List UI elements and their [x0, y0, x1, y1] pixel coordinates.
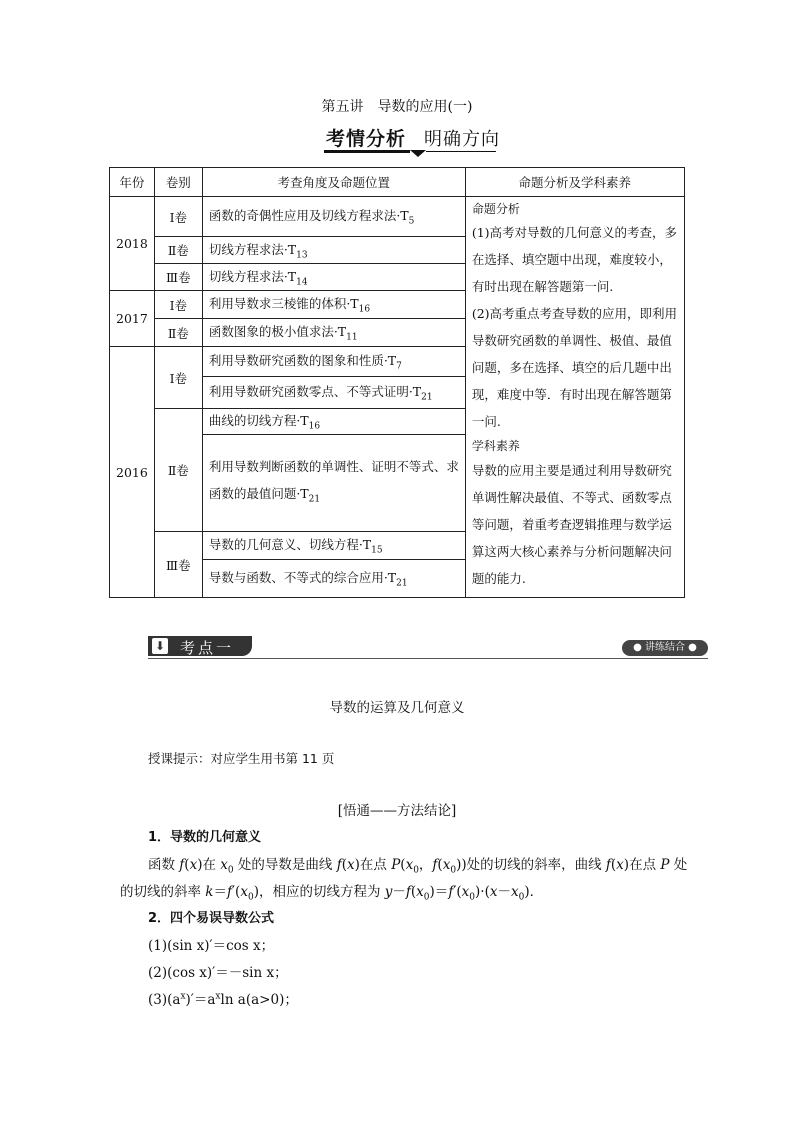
download-arrow-icon: ⬇	[152, 638, 168, 654]
banner-right: 明确方向	[424, 129, 500, 150]
banner-pointer-icon	[410, 150, 426, 157]
paper-cell: Ⅰ卷	[154, 347, 202, 409]
paper-cell: Ⅱ卷	[154, 237, 202, 264]
kaodian-header	[148, 636, 708, 660]
analysis-paragraph: 导数的应用主要是通过利用导数研究单调性解决最值、不等式、函数零点等问题，着重考查逻辑推理与数学运算这两大核心素养与分析问题解决问题的能力.	[471, 463, 672, 586]
formula-1: (1)(sin x)′＝cos x；	[148, 938, 275, 954]
topic-title: 导数的运算及几何意义	[329, 700, 465, 716]
content-cell: 利用导数研究函数零点、不等式证明$\cdot T_{21}$	[202, 377, 465, 409]
paper-cell: Ⅰ卷	[154, 197, 202, 237]
year-cell: 2017	[110, 291, 155, 347]
item-heading: 2．四个易误导数公式	[148, 911, 275, 926]
item-heading: 1．导数的几何意义	[148, 830, 262, 845]
paper-cell: Ⅱ卷	[154, 409, 202, 532]
analysis-heading: 命题分析	[471, 202, 520, 216]
analysis-paragraph: (2)高考重点考查导数的应用，即利用导数研究函数的单调性、极值、最值问题，多在选择、填空的后几题中出现，难度中等．有时出现在解答题第一问.	[471, 306, 678, 429]
geometric-meaning-paragraph: 函数 f(x)在 $x_0$ 处的导数是曲线 f(x)在点 $P(x_0$，$f(x_0)$)处的切线的斜率，曲线 f(x)在点 P 处	[148, 857, 688, 876]
content-cell: 曲线的切线方程$\cdot T_{16}$	[202, 409, 465, 435]
page-title: 第五讲 导数的应用(一)	[321, 99, 473, 115]
content-cell: 函数图象的极小值求法$\cdot T_{11}$	[202, 319, 465, 347]
year-cell: 2018	[110, 197, 155, 291]
table-header: 卷别	[154, 168, 202, 197]
paper-cell: Ⅲ卷	[154, 264, 202, 291]
analysis-paragraph: (1)高考对导数的几何意义的考查，多在选择、填空题中出现，难度较小，有时出现在解答题第一问.	[471, 225, 678, 294]
geometric-meaning-paragraph-2: 的切线的斜率 $k=f'(x_0)$，相应的切线方程为 $y-f(x_0)=f'(x_0)\cdot(x-x_0)$．	[120, 884, 544, 903]
content-cell: 切线方程求法$\cdot T_{13}$	[202, 237, 465, 264]
formula-2: (2)(cos x)′＝－sin x；	[148, 965, 288, 981]
banner-left: 考情分析	[326, 128, 407, 150]
analysis-cell	[465, 197, 684, 598]
practice-tag: ● 讲练结合 ●	[622, 640, 708, 656]
paper-cell: Ⅱ卷	[154, 319, 202, 347]
paper-cell: Ⅲ卷	[154, 532, 202, 598]
content-cell: 利用导数求三棱锥的体积$\cdot T_{16}$	[202, 291, 465, 319]
formula-3: $(3)(a^x)'=a^x\ln$ a(a>0)；	[148, 991, 298, 1008]
content-cell: 函数的奇偶性应用及切线方程求法$\cdot T_5$	[202, 197, 465, 237]
exam-analysis-table	[109, 167, 685, 598]
analysis-heading: 学科素养	[471, 439, 520, 453]
section-banner	[322, 124, 502, 158]
content-cell: 利用导数研究函数的图象和性质$\cdot T_7$	[202, 347, 465, 377]
content-cell: 利用导数判断函数的单调性、证明不等式、求函数的最值问题$\cdot T_{21}$	[202, 435, 465, 532]
table-header: 年份	[110, 168, 155, 197]
lesson-hint: 授课提示：对应学生用书第 11 页	[148, 751, 335, 766]
paper-cell: Ⅰ卷	[154, 291, 202, 319]
content-cell: 导数的几何意义、切线方程$\cdot T_{15}$	[202, 532, 465, 560]
year-cell: 2016	[110, 347, 155, 598]
kaodian-label: 考点一	[180, 639, 235, 657]
method-title: [悟通——方法结论]	[337, 803, 457, 819]
table-header: 命题分析及学科素养	[465, 168, 684, 197]
content-cell: 切线方程求法$\cdot T_{14}$	[202, 264, 465, 291]
table-header: 考查角度及命题位置	[202, 168, 465, 197]
content-cell: 导数与函数、不等式的综合应用$\cdot T_{21}$	[202, 560, 465, 598]
